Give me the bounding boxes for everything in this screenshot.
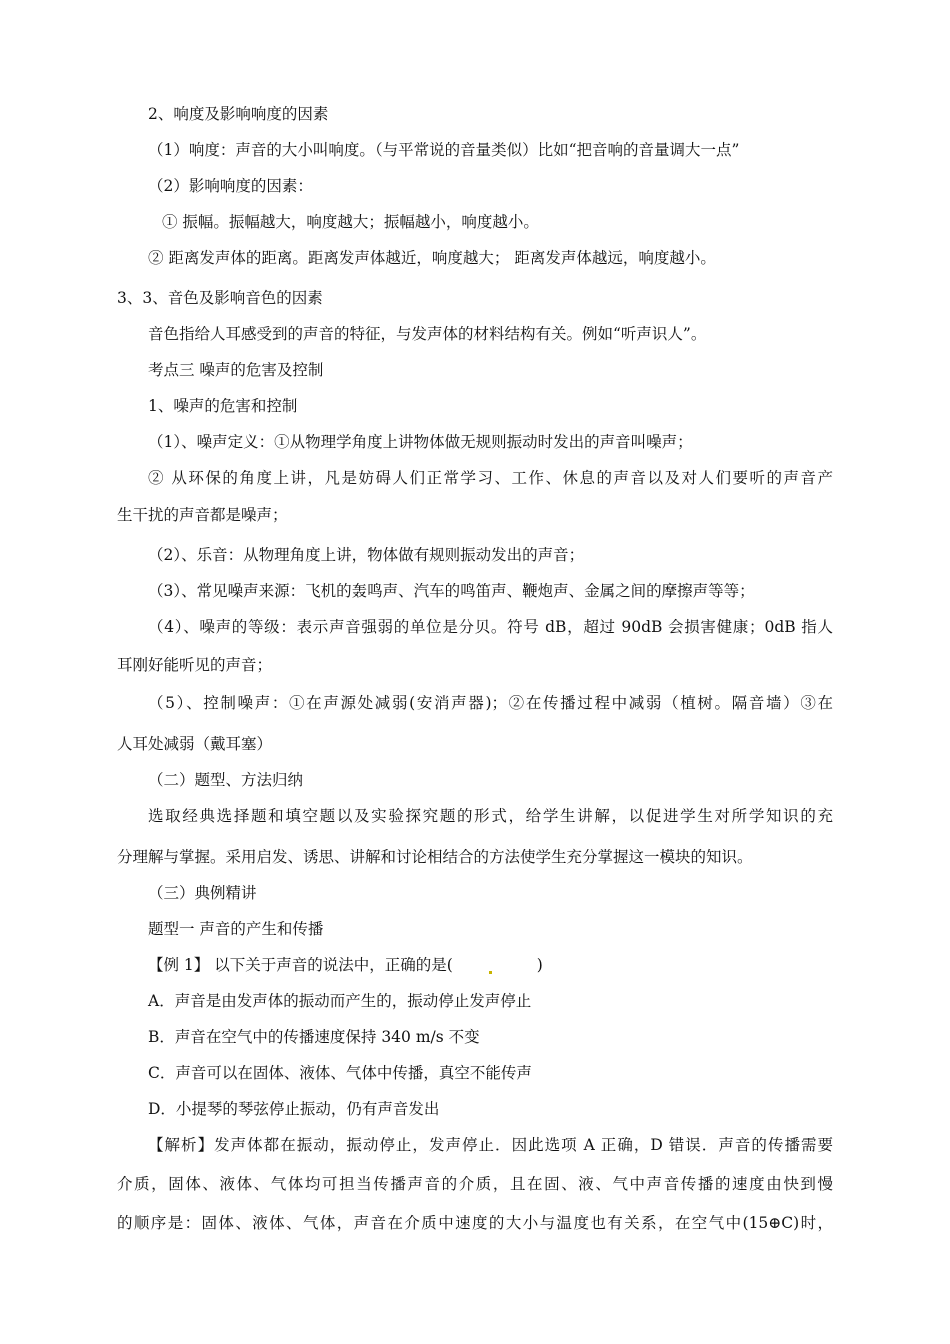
text-line: 1、噪声的危害和控制 bbox=[148, 397, 298, 415]
text-line: （1）响度：声音的大小叫响度。（与平常说的音量类似）比如“把音响的音量调大一点” bbox=[148, 141, 740, 159]
option-c: C．声音可以在固体、液体、气体中传播，真空不能传声 bbox=[148, 1064, 532, 1082]
analysis-line: 介质，固体、液体、气体均可担当传播声音的介质，且在固、液、气中声音传播的速度由快到慢 bbox=[117, 1175, 833, 1193]
text-line: 分理解与掌握。采用启发、诱思、讲解和讨论相结合的方法使学生充分掌握这一模块的知识。 bbox=[117, 848, 753, 866]
text-line: （3）、常见噪声来源：飞机的轰鸣声、汽车的鸣笛声、鞭炮声、金属之间的摩擦声等等； bbox=[148, 582, 755, 600]
option-d: D．小提琴的琴弦停止振动，仍有声音发出 bbox=[148, 1100, 440, 1118]
heading-loudness: 2、响度及影响响度的因素 bbox=[148, 105, 329, 123]
text-line: 音色指给人耳感受到的声音的特征，与发声体的材料结构有关。例如“听声识人”。 bbox=[148, 325, 707, 343]
text-line: （5）、控制噪声：①在声源处减弱(安消声器)；②在传播过程中减弱（植树。隔音墙）③在 bbox=[148, 694, 833, 712]
option-a: A．声音是由发声体的振动而产生的，振动停止发声停止 bbox=[148, 992, 532, 1010]
text-line: （4）、噪声的等级：表示声音强弱的单位是分贝。符号 dB，超过 90dB 会损害健康；0dB 指人 bbox=[148, 618, 833, 636]
text-line: ① 振幅。振幅越大，响度越大；振幅越小，响度越小。 bbox=[162, 213, 539, 231]
heading-timbre: 3、3、音色及影响音色的因素 bbox=[117, 289, 323, 307]
analysis-line: 【解析】发声体都在振动，振动停止，发声停止．因此选项 A 正确，D 错误．声音的传播需要 bbox=[148, 1136, 833, 1154]
analysis-line: 的顺序是：固体、液体、气体，声音在介质中速度的大小与温度也有关系，在空气中(15⊕C)时， bbox=[117, 1214, 833, 1232]
text-line: （1）、噪声定义：①从物理学角度上讲物体做无规则振动时发出的声音叫噪声； bbox=[148, 433, 693, 451]
text-line: 耳刚好能听见的声音； bbox=[117, 656, 273, 674]
heading-methods: （二）题型、方法归纳 bbox=[148, 771, 304, 789]
text-line: ② 距离发声体的距离。距离发声体越近，响度越大； 距离发声体越远，响度越小。 bbox=[148, 249, 716, 267]
text-line: 人耳处减弱（戴耳塞） bbox=[117, 735, 273, 753]
text-line: 生干扰的声音都是噪声； bbox=[117, 506, 288, 524]
text-line: 选取经典选择题和填空题以及实验探究题的形式，给学生讲解，以促进学生对所学知识的充 bbox=[148, 807, 833, 825]
heading-examples: （三）典例精讲 bbox=[148, 884, 257, 902]
example-question bbox=[148, 955, 543, 975]
text-line: （2）、乐音：从物理角度上讲，物体做有规则振动发出的声音； bbox=[148, 546, 585, 564]
text-line: ② 从环保的角度上讲，凡是妨碍人们正常学习、工作、休息的声音以及对人们要听的声音产 bbox=[148, 469, 833, 487]
answer-blank-close: ) bbox=[536, 956, 543, 974]
example-question-text: 【例 1】 以下关于声音的说法中，正确的是( bbox=[148, 956, 453, 974]
text-line: （2）影响响度的因素： bbox=[148, 177, 313, 195]
text-line: 题型一 声音的产生和传播 bbox=[148, 920, 324, 938]
heading-noise: 考点三 噪声的危害及控制 bbox=[148, 361, 324, 379]
option-b: B．声音在空气中的传播速度保持 340 m/s 不变 bbox=[148, 1028, 480, 1046]
